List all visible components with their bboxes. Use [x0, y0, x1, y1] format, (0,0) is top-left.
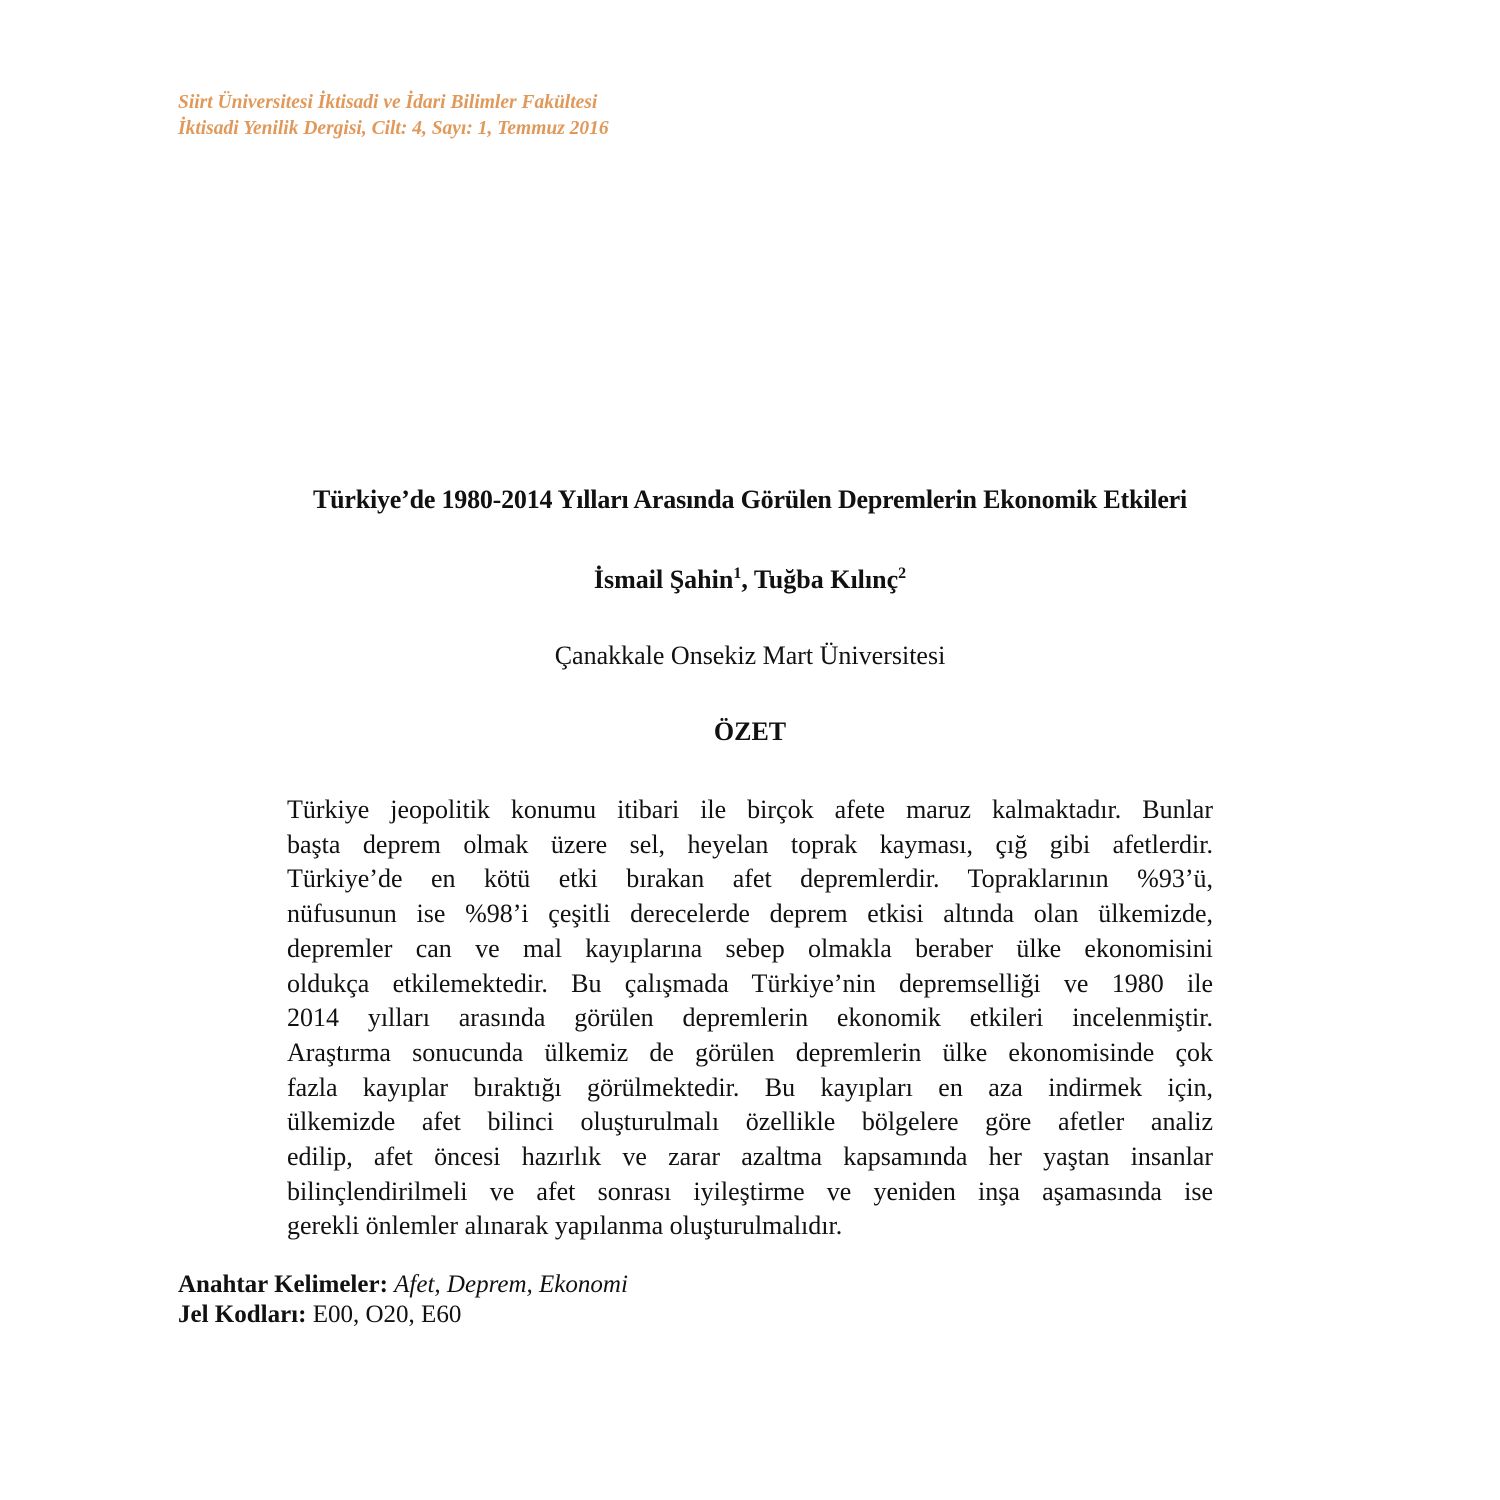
abstract-line: Araştırma sonucunda ülkemiz de görülen depremlerin ülke ekonomisinde çok [287, 1037, 1213, 1067]
keywords-values: Afet, Deprem, Ekonomi [394, 1271, 628, 1298]
keywords-section [178, 1270, 628, 1330]
journal-faculty-line: Siirt Üniversitesi İktisadi ve İdari Bilimler Fakültesi [178, 92, 598, 113]
abstract-line: Türkiye jeopolitik konumu itibari ile birçok afete maruz kalmaktadır. Bunlar [287, 795, 1213, 824]
abstract-line: edilip, afet öncesi hazırlık ve zarar azaltma kapsamında her yaştan insanlar [287, 1142, 1213, 1172]
author-separator: , [741, 565, 754, 594]
abstract-line: depremler can ve mal kayıplarına sebep olmakla beraber ülke ekonomisini [287, 933, 1213, 963]
paper-title: Türkiye’de 1980-2014 Yılları Arasında Görülen Depremlerin Ekonomik Etkileri [312, 485, 1188, 514]
abstract-heading: ÖZET [713, 717, 787, 746]
abstract-line: nüfusunun ise %98’i çeşitli derecelerde deprem etkisi altında olan ülkemizde, [287, 899, 1213, 929]
journal-issue-line: İktisadi Yenilik Dergisi, Cilt: 4, Sayı: 1, Temmuz 2016 [178, 118, 609, 139]
jel-codes-row [178, 1300, 628, 1330]
abstract-body [287, 793, 1213, 1244]
journal-header [178, 90, 609, 142]
paper-authors [0, 565, 1500, 595]
keywords-label: Anahtar Kelimeler: [178, 1271, 388, 1298]
abstract-line: 2014 yılları arasında görülen depremlerin ekonomik etkileri incelenmiştir. [287, 1003, 1213, 1033]
author-name: İsmail Şahin [593, 565, 734, 594]
abstract-line: gerekli önlemler alınarak yapılanma oluşturulmalıdır. [287, 1211, 843, 1241]
jel-codes-label: Jel Kodları: [178, 1301, 307, 1328]
keywords-row [178, 1270, 628, 1300]
abstract-line: Türkiye’de en kötü etki bırakan afet depremlerdir. Topraklarının %93’ü, [287, 864, 1213, 894]
jel-codes-values: E00, O20, E60 [312, 1301, 462, 1328]
author-affiliation: Çanakkale Onsekiz Mart Üniversitesi [554, 641, 946, 670]
abstract-line: fazla kayıplar bıraktığı görülmektedir. Bu kayıpları en aza indirmek için, [287, 1072, 1213, 1102]
abstract-line: bilinçlendirilmeli ve afet sonrası iyileştirme ve yeniden inşa aşamasında ise [287, 1176, 1213, 1206]
author-affiliation-mark: 2 [898, 565, 907, 582]
abstract-line: başta deprem olmak üzere sel, heyelan toprak kayması, çığ gibi afetlerdir. [287, 829, 1213, 859]
author-name: Tuğba Kılınç [753, 565, 899, 594]
author-affiliation-mark: 1 [733, 565, 742, 582]
abstract-line: oldukça etkilemektedir. Bu çalışmada Türkiye’nin depremselliği ve 1980 ile [287, 968, 1213, 998]
abstract-line: ülkemizde afet bilinci oluşturulmalı özellikle bölgelere göre afetler analiz [287, 1107, 1213, 1137]
